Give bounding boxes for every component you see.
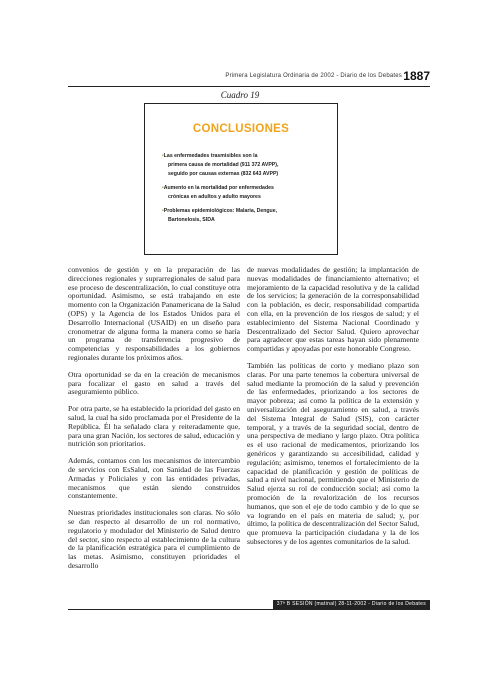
paragraph: convenios de gestión y en la preparación de las direcciones regionales y suprarregionales de salud para ese proceso de descentralización, lo cual constituye otra oportunidad. Asimismo, se está trabajando en este momento con la Organización Panamericana de la Salud (OPS) y la Agencia de los Estados Unidos para el Desarrollo Internacional (USAID) en un diseño para cronometrar de alguna forma la manera como se haría un programa de transferencia progresivo de competencias y responsabilidades a los gobiernos regionales durante los próximos años. [68, 265, 240, 362]
page-header [68, 69, 430, 87]
list-item [162, 152, 332, 179]
list-item-line: primera causa de mortalidad (911 372 AVPP), [168, 162, 279, 168]
conclusions-title: CONCLUSIONES [192, 123, 290, 135]
list-item-line: Problemas epidemiológicos: Malaria, Dengue, [163, 208, 278, 214]
list-item [162, 207, 332, 225]
left-column [68, 266, 240, 579]
list-item-line: Aumento en la mortalidad por enfermedades [163, 185, 274, 191]
page-footer [68, 601, 430, 618]
list-item-line: Las enfermedades trasmisibles son la [163, 153, 258, 159]
page-number: 1887 [403, 69, 430, 83]
paragraph: Por otra parte, se ha establecido la prioridad del gasto en salud, la cual ha sido proclamada por el Presidente de la República. Él ha señalado clara y reiteradamente que, para una gran Nación, los sectores de salud, educación y nutrición son prioritarios. [68, 404, 240, 449]
paragraph: Nuestras prioridades institucionales son claras. No sólo se dan respecto al desarrollo de un rol normativo, regulatorio y modulador del Ministerio de Salud dentro del sector, sino respecto al establecimiento de la cultura de la planificación estratégica para el cumplimiento de las metas. Asimismo, constituyen prioridades el desarrollo [68, 508, 240, 570]
paragraph: También las políticas de corto y mediano plazo son claras. Por una parte tenemos la cobertura universal de salud mediante la promoción de la salud y prevención de las enfermedades, priorizando a los sectores de mayor pobreza; así como la política de la extensión y universalización del aseguramiento en salud, a través del Sistema Integral de Salud (SIS), con carácter temporal, y a través de la seguridad social, dentro de una perspectiva de mediano y largo plazo. Otra política es el uso racional de medicamentos, priorizando los genéricos y garantizando su accesibilidad, calidad y regulación; asimismo, tenemos el fortalecimiento de la capacidad de planificación y gestión de políticas de salud a nivel nacional, permitiendo que el Ministerio de Salud ejerza su rol de conducción social; así como la promoción de la revalorización de los recursos humanos, que son el eje de todo cambio y de lo que se va logrando en el país en materia de salud; y, por último, la política de descentralización del Sector Salud, que promueva la participación ciudadana y la de los subsectores y de los agentes comunitarios de la salud. [247, 360, 419, 546]
bullet-icon: • [162, 153, 164, 159]
header-title: Primera Legislatura Ordinaria de 2002 - Diario de los Debates [225, 73, 402, 79]
paragraph: de nuevas modalidades de gestión; la implantación de nuevas modalidades de financiamiento alternativo; el mejoramiento de la capacidad resolutiva y de la calidad de los servicios; la generación de la corresponsabilidad con la población, es decir, responsabilidad compartida con ella, en la prevención de los riesgos de salud; y el establecimiento del Sistema Nacional Coordinado y Descentralizado del Sector Salud. Quiero aprovechar para agradecer que estas tareas hayan sido plenamente compartidas y apoyadas por este honorable Congreso. [247, 265, 419, 354]
list-item [162, 184, 332, 202]
table-caption: Cuadro 19 [220, 90, 260, 100]
footer-label: 37ª B SESIÓN (matinal) 28-11-2002 - Diario de los Debates [273, 600, 430, 610]
conclusions-list [162, 152, 332, 230]
bullet-icon: • [162, 208, 164, 214]
list-item-line: crónicas en adultos y adulto mayores [168, 194, 261, 200]
paragraph: Además, contamos con los mecanismos de intercambio de servicios con EsSalud, con Sanidad de las Fuerzas Armadas y Policiales y con las entidades privadas, mecanismos que están siendo construidos constantemente. [68, 456, 240, 501]
list-item-line: Bartonelosis, SIDA [168, 217, 215, 223]
conclusions-box [144, 103, 338, 255]
bullet-icon: • [162, 185, 164, 191]
right-column [247, 266, 419, 555]
paragraph: Otra oportunidad se da en la creación de mecanismos para focalizar el gasto en salud a través del aseguramiento público. [68, 369, 240, 397]
list-item-line: seguido por causas externas (832 643 AVPP) [168, 171, 279, 177]
